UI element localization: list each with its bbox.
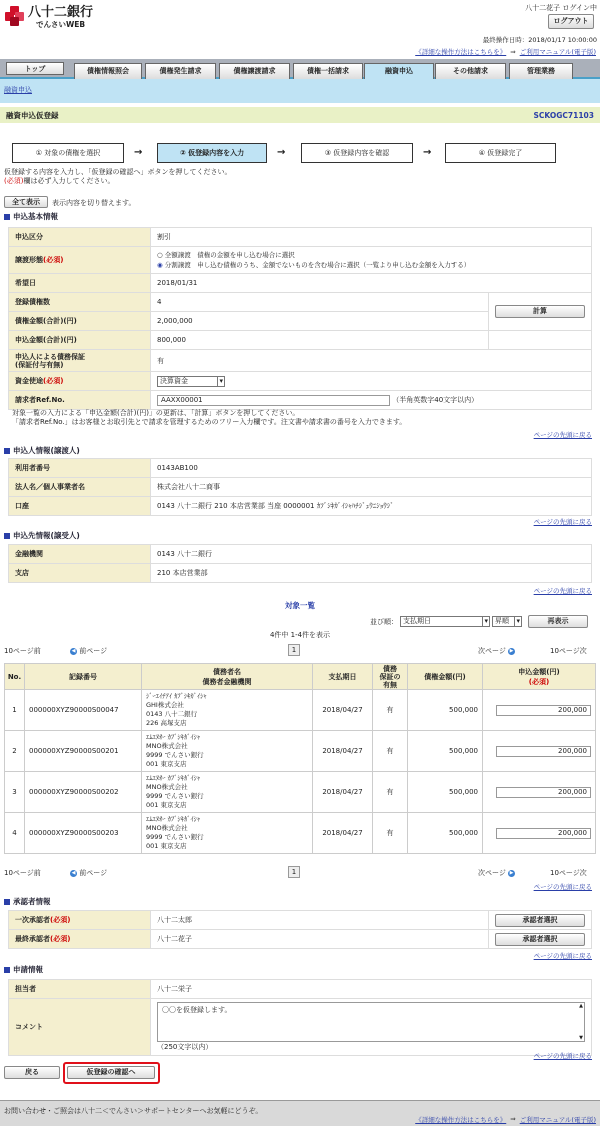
bank-name: 八十二銀行 <box>28 5 94 20</box>
bank-label: 金融機関 <box>9 545 151 564</box>
row-due: 2018/04/27 <box>313 690 373 731</box>
header <box>0 0 600 44</box>
shikin-label: 資金使途(必須) <box>9 372 151 391</box>
row-debtor: ｴﾑｴﾇｵｰ ｶﾌﾞｼｷｶﾞｲｼｬ MNO株式会社 9999 でんさい銀行 001 東京支店 <box>142 731 313 772</box>
service-name: でんさいWEB <box>36 20 86 29</box>
footer <box>0 1100 600 1126</box>
tab-top[interactable]: トップ <box>6 62 64 75</box>
manual-link[interactable]: ご利用マニュアル(電子版) <box>519 1116 596 1124</box>
hosho-label: 申込人による債務保証 (保証付与有無) <box>9 350 151 372</box>
kubun-value: 割引 <box>151 228 592 247</box>
prev10-link[interactable]: 10ページ前 <box>4 869 41 877</box>
confirm-button[interactable]: 仮登録の確認へ <box>67 1066 155 1079</box>
prev-page-link[interactable]: ◀ 前ページ <box>71 647 108 655</box>
comment-textarea[interactable]: 〇〇を仮登録します。 ▲ ▼ <box>157 1002 585 1042</box>
sort-order-select[interactable]: 昇順 ▾ <box>492 616 522 627</box>
row-guarantee: 有 <box>373 772 408 813</box>
corp-name-value: 株式会社八十二商事 <box>151 478 592 497</box>
col-record: 記録番号 <box>25 664 142 690</box>
list-title: 対象一覧 <box>285 601 315 610</box>
account-label: 口座 <box>9 497 151 516</box>
row-apply-input[interactable]: 200,000 <box>496 787 591 798</box>
row-guarantee: 有 <box>373 690 408 731</box>
branch-value: 210 本店営業部 <box>151 564 592 583</box>
tab-other-request[interactable]: その他請求 <box>435 63 506 79</box>
count-label: 登録債権数 <box>9 293 151 312</box>
sort-field-select[interactable]: 支払期日 ▾ <box>400 616 490 627</box>
row-apply-input[interactable]: 200,000 <box>496 746 591 757</box>
next10-link[interactable]: 10ページ次 <box>550 869 587 877</box>
footer-links <box>415 1115 596 1124</box>
keitai-options <box>151 247 592 274</box>
pager-bottom <box>4 866 596 880</box>
instructions <box>4 168 232 186</box>
page-top-link[interactable]: ページの先頭に戻る <box>533 587 592 595</box>
row-record: 000000XYZ90000S00047 <box>25 690 142 731</box>
back-button[interactable]: 戻る <box>4 1066 60 1079</box>
branch-label: 支店 <box>9 564 151 583</box>
col-no: No. <box>5 664 25 690</box>
next-page-link[interactable]: 次ページ ▶ <box>478 647 514 655</box>
section-approver: 承認者情報 <box>4 896 51 907</box>
prev10-link[interactable]: 10ページ前 <box>4 647 41 655</box>
subnav-financing-link[interactable]: 融資申込 <box>4 86 32 94</box>
step-1: ① 対象の債権を選択 <box>12 143 124 163</box>
ref-note: （半角英数字40文字以内） <box>392 395 479 404</box>
next-page-link[interactable]: 次ページ ▶ <box>478 869 514 877</box>
left-arrow-icon: ◀ <box>71 869 76 876</box>
page-top-link[interactable]: ページの先頭に戻る <box>533 518 592 526</box>
col-guarantee: 債務 保証の 有無 <box>373 664 408 690</box>
help-links <box>0 44 600 59</box>
tab-financing[interactable]: 融資申込 <box>364 63 434 79</box>
section-marker-icon <box>4 967 10 973</box>
step-4: ④ 仮登録完了 <box>445 143 556 163</box>
basic-info-table <box>8 227 592 410</box>
row-no: 2 <box>5 731 25 772</box>
comment-label: コメント <box>9 999 151 1056</box>
row-debtor: ｼﾞｰｴｲﾁｱｲ ｶﾌﾞｼｷｶﾞｲｼｬ GHI株式会社 0143 八十二銀行 226 高塚支店 <box>142 690 313 731</box>
row-due: 2018/04/27 <box>313 731 373 772</box>
section-basic-info: 申込基本情報 <box>4 211 58 222</box>
page-number[interactable]: 1 <box>288 866 300 878</box>
section-marker-icon <box>4 533 10 539</box>
row-amount: 500,000 <box>408 731 483 772</box>
page-title-bar <box>0 107 600 123</box>
row-no: 4 <box>5 813 25 854</box>
arrow-icon: ⇒ <box>510 1115 516 1123</box>
row-no: 3 <box>5 772 25 813</box>
tab-bulk-request[interactable]: 債権一括請求 <box>293 63 363 79</box>
request-table <box>8 979 592 1056</box>
left-arrow-icon: ◀ <box>71 647 76 654</box>
moushikomi-label: 申込金額(合計)(円) <box>9 331 151 350</box>
calculate-button[interactable]: 計算 <box>495 305 585 318</box>
login-user: 八十二花子 ログイン中 <box>525 4 597 12</box>
row-record: 000000XYZ90000S00201 <box>25 731 142 772</box>
comment-note: （250文字以内） <box>157 1043 213 1051</box>
redisplay-button[interactable]: 再表示 <box>528 615 588 628</box>
section-marker-icon <box>4 899 10 905</box>
assignor-table <box>8 458 592 516</box>
section-marker-icon <box>4 448 10 454</box>
col-amount: 債権金額(円) <box>408 664 483 690</box>
instruction-line: 欄は必ず入力してください。 <box>23 177 115 185</box>
row-guarantee: 有 <box>373 813 408 854</box>
moushikomi-value: 800,000 <box>151 331 489 350</box>
person-value: 八十二栄子 <box>151 980 592 999</box>
row-guarantee: 有 <box>373 731 408 772</box>
note-line: 「請求者Ref.No.」はお客様とお取引先とで請求を管理するためのフリー入力欄です。注文書や請求書の番号を入力できます。 <box>12 418 407 426</box>
kubun-label: 申込区分 <box>9 228 151 247</box>
first-approver-value: 八十二太郎 <box>151 911 489 930</box>
help-link[interactable]: 《詳細な操作方法はこちらを》 <box>415 1116 507 1124</box>
final-approver-select-button[interactable]: 承認者選択 <box>495 933 585 946</box>
last-operation-time: 最終操作日時：2018/01/17 10:00:00 <box>482 36 597 44</box>
tab-credit-inquiry[interactable]: 債権情報照会 <box>74 63 142 79</box>
shikin-select[interactable]: 決算資金 ▾ <box>157 376 225 387</box>
next10-link[interactable]: 10ページ次 <box>550 647 587 655</box>
ref-label: 請求者Ref.No. <box>9 391 151 410</box>
radio-split-transfer[interactable]: ◉ 分割譲渡 申し込む債権のうち、金額でないものを含む場合に選択（一覧より申し込む金額を入力する） <box>157 261 471 269</box>
corp-name-label: 法人名／個人事業者名 <box>9 478 151 497</box>
progress-steps <box>12 143 560 163</box>
row-record: 000000XYZ90000S00202 <box>25 772 142 813</box>
saiken-value: 2,000,000 <box>151 312 489 331</box>
scroll-down-icon[interactable]: ▼ <box>579 1035 583 1041</box>
kibou-label: 希望日 <box>9 274 151 293</box>
keitai-label: 譲渡形態(必須) <box>9 247 151 274</box>
row-apply-input[interactable]: 200,000 <box>496 828 591 839</box>
section-marker-icon <box>4 214 10 220</box>
bank-logo <box>5 6 93 30</box>
row-debtor: ｴﾑｴﾇｵｰ ｶﾌﾞｼｷｶﾞｲｼｬ MNO株式会社 9999 でんさい銀行 001 東京支店 <box>142 772 313 813</box>
col-debtor: 債務者名 債務者金融機関 <box>142 664 313 690</box>
section-assignee: 申込先情報(譲受人) <box>4 530 80 541</box>
row-record: 000000XYZ90000S00203 <box>25 813 142 854</box>
table-row <box>5 690 596 731</box>
show-all-description: 表示内容を切り替えます。 <box>52 199 136 207</box>
tab-credit-issuance[interactable]: 債権発生請求 <box>145 63 216 79</box>
row-due: 2018/04/27 <box>313 813 373 854</box>
help-link[interactable]: 《詳細な操作方法はこちらを》 <box>415 48 507 56</box>
table-row <box>5 813 596 854</box>
scroll-up-icon[interactable]: ▲ <box>579 1003 583 1009</box>
approver-table <box>8 910 592 949</box>
page-top-link[interactable]: ページの先頭に戻る <box>533 883 592 891</box>
user-no-value: 0143AB100 <box>151 459 592 478</box>
col-apply: 申込金額(円) (必須) <box>483 664 596 690</box>
bank-value: 0143 八十二銀行 <box>151 545 592 564</box>
radio-full-transfer[interactable]: ○ 全額譲渡 債権の金額を申し込む場合に選択 <box>157 251 295 259</box>
row-amount: 500,000 <box>408 772 483 813</box>
footer-text: お問い合わせ・ご照会は八十二＜でんさい＞サポートセンターへお気軽にどうぞ。 <box>4 1107 263 1115</box>
final-approver-value: 八十二花子 <box>151 930 489 949</box>
page-number[interactable]: 1 <box>288 644 300 656</box>
step-arrow-icon: → <box>423 147 432 158</box>
user-no-label: 利用者番号 <box>9 459 151 478</box>
row-debtor: ｴﾑｴﾇｵｰ ｶﾌﾞｼｷｶﾞｲｼｬ MNO株式会社 9999 でんさい銀行 001 東京支店 <box>142 813 313 854</box>
manual-link[interactable]: ご利用マニュアル(電子版) <box>519 48 596 56</box>
instruction-line: 仮登録する内容を入力し、「仮登録の確認へ」ボタンを押してください。 <box>4 168 232 176</box>
sort-controls <box>370 615 588 628</box>
kibou-value: 2018/01/31 <box>151 274 592 293</box>
final-approver-label: 最終承認者(必須) <box>9 930 151 949</box>
step-arrow-icon: → <box>134 147 143 158</box>
table-row <box>5 772 596 813</box>
credit-list-table <box>4 663 596 854</box>
right-arrow-icon: ▶ <box>509 869 514 876</box>
first-approver-select-button[interactable]: 承認者選択 <box>495 914 585 927</box>
person-label: 担当者 <box>9 980 151 999</box>
required-mark: (必須) <box>4 177 24 185</box>
page-top-link[interactable]: ページの先頭に戻る <box>533 952 592 960</box>
table-row <box>5 731 596 772</box>
row-amount: 500,000 <box>408 813 483 854</box>
step-arrow-icon: → <box>277 147 286 158</box>
count-value: 4 <box>151 293 489 312</box>
col-due: 支払期日 <box>313 664 373 690</box>
section-assignor: 申込人情報(譲渡人) <box>4 445 80 456</box>
note-line: 対象一覧の入力による「申込金額(合計)(円)」の更新は、「計算」ボタンを押してください。 <box>12 409 300 417</box>
saiken-label: 債権金額(合計)(円) <box>9 312 151 331</box>
sub-nav <box>0 79 600 103</box>
assignee-table <box>8 544 592 583</box>
screen-code: SCKOGC71103 <box>533 110 594 120</box>
bank-logo-icon <box>5 6 25 26</box>
tab-credit-transfer[interactable]: 債権譲渡請求 <box>219 63 290 79</box>
row-apply-input[interactable]: 200,000 <box>496 705 591 716</box>
logout-button[interactable]: ログアウト <box>548 14 594 29</box>
page-top-link[interactable]: ページの先頭に戻る <box>533 431 592 439</box>
show-all-button[interactable]: 全て表示 <box>4 196 48 208</box>
ref-input[interactable]: AAXX00001 <box>157 395 390 406</box>
account-value: 0143 八十二銀行 210 本店営業部 当座 0000001 ｶﾌﾞｼｷｶﾞｲｼｬﾊﾁｼﾞｭｳﾆｼｮｳｼﾞ <box>151 497 592 516</box>
first-approver-label: 一次承認者(必須) <box>9 911 151 930</box>
sort-label: 並び順： <box>370 617 398 626</box>
tab-admin[interactable]: 管理業務 <box>509 63 573 79</box>
arrow-icon: ⇒ <box>510 47 516 56</box>
right-arrow-icon: ▶ <box>509 647 514 654</box>
row-no: 1 <box>5 690 25 731</box>
list-count: 4件中 1-4件を表示 <box>269 631 331 639</box>
row-due: 2018/04/27 <box>313 772 373 813</box>
row-amount: 500,000 <box>408 690 483 731</box>
prev-page-link[interactable]: ◀ 前ページ <box>71 869 108 877</box>
hosho-value: 有 <box>151 350 592 372</box>
page-title: 融資申込仮登録 <box>6 110 59 120</box>
page-top-link[interactable]: ページの先頭に戻る <box>533 1052 592 1060</box>
step-3: ③ 仮登録内容を確認 <box>301 143 413 163</box>
main-nav <box>0 59 600 79</box>
pager-top <box>4 644 596 658</box>
step-2-current: ② 仮登録内容を入力 <box>157 143 267 163</box>
section-request: 申請情報 <box>4 964 43 975</box>
basic-notes <box>12 409 406 427</box>
table-header <box>5 664 596 690</box>
